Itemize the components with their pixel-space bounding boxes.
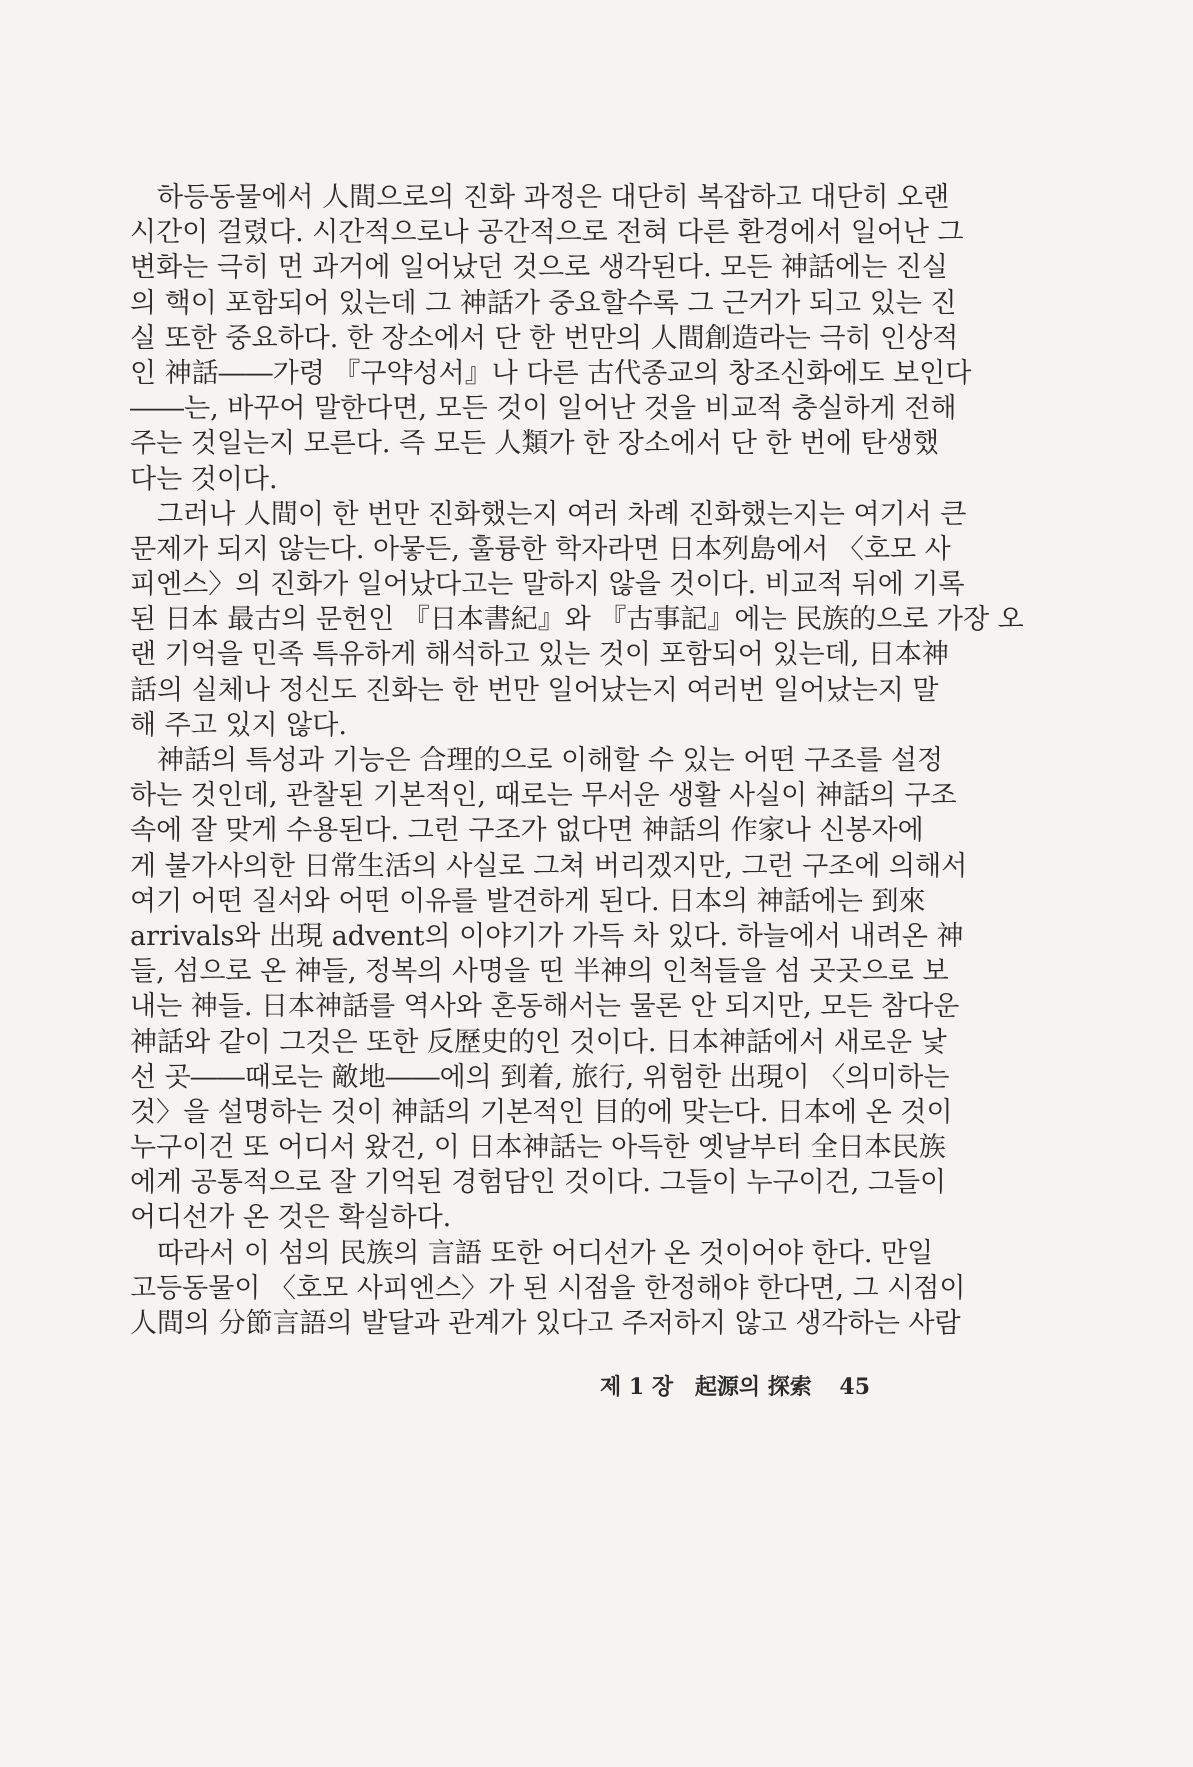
text-line: 人間의 分節言語의 발달과 관계가 있다고 주저하지 않고 생각하는 사람: [130, 1308, 961, 1339]
text-line: 인 神話――가령 『구약성서』나 다른 古代종교의 창조신화에도 보인다: [130, 357, 972, 389]
text-line: 하는 것인데, 관찰된 기본적인, 때로는 무서운 생활 사실이 神話의 구조: [130, 780, 957, 812]
page-number: 45: [839, 1374, 871, 1400]
chapter-title: 起源의 探索: [694, 1374, 812, 1400]
text-line: 것〉을 설명하는 것이 神話의 기본적인 目的에 맞는다. 日本에 온 것이: [130, 1096, 953, 1128]
text-line: 변화는 극히 먼 과거에 일어났던 것으로 생각된다. 모든 神話에는 진실: [130, 252, 948, 284]
text-line: 선 곳――때로는 敵地――에의 到着, 旅行, 위험한 出現이 〈의미하는: [130, 1061, 950, 1093]
text-line: arrivals와 出現 advent의 이야기가 가득 차 있다. 하늘에서 내려온 神: [130, 920, 964, 952]
text-line: 神話의 특성과 기능은 合理的으로 이해할 수 있는 어떤 구조를 설정: [157, 745, 944, 776]
text-line: 실 또한 중요하다. 한 장소에서 단 한 번만의 人間創造라는 극히 인상적: [130, 322, 959, 354]
text-line: 고등동물이 〈호모 사피엔스〉가 된 시점을 한정해야 한다면, 그 시점이: [130, 1272, 966, 1304]
text-line: 문제가 되지 않는다. 아뭏든, 훌륭한 학자라면 日本列島에서 〈호모 사: [130, 533, 951, 565]
chapter-label: 제 1 장: [600, 1374, 674, 1400]
text-line: 따라서 이 섬의 民族의 言語 또한 어디선가 온 것이어야 한다. 만일: [157, 1237, 934, 1269]
text-line: 해 주고 있지 않다.: [130, 709, 347, 741]
text-line: 神話와 같이 그것은 또한 反歷史的인 것이다. 日本神話에서 새로운 낯: [130, 1026, 947, 1058]
text-line: 주는 것일는지 모른다. 즉 모든 人類가 한 장소에서 단 한 번에 탄생했: [130, 428, 940, 460]
text-line: 게 불가사의한 日常生活의 사실로 그쳐 버리겠지만, 그런 구조에 의해서: [130, 850, 968, 882]
text-line: 하등동물에서 人間으로의 진화 과정은 대단히 복잡하고 대단히 오랜: [157, 182, 950, 213]
text-line: 랜 기억을 민족 특유하게 해석하고 있는 것이 포함되어 있는데, 日本神: [130, 639, 949, 671]
text-line: 다는 것이다.: [130, 463, 278, 495]
text-line: 누구이건 또 어디서 왔건, 이 日本神話는 아득한 옛날부터 全日本民族: [130, 1132, 946, 1164]
text-line: 들, 섬으로 온 神들, 정복의 사명을 띤 半神의 인척들을 섬 곳곳으로 보: [130, 956, 949, 988]
text-line: 그러나 人間이 한 번만 진화했는지 여러 차례 진화했는지는 여기서 큰: [157, 498, 967, 530]
text-line: 의 핵이 포함되어 있는데 그 神話가 중요할수록 그 근거가 되고 있는 진: [130, 287, 957, 319]
text-line: 시간이 걸렸다. 시간적으로나 공간적으로 전혀 다른 환경에서 일어난 그: [130, 217, 964, 249]
text-line: 어디선가 온 것은 확실하다.: [130, 1202, 452, 1234]
text-line: 피엔스〉의 진화가 일어났다고는 말하지 않을 것이다. 비교적 뒤에 기록: [130, 569, 965, 601]
text-line: 여기 어떤 질서와 어떤 이유를 발견하게 된다. 日本의 神話에는 到來: [130, 885, 926, 917]
text-line: ――는, 바꾸어 말한다면, 모든 것이 일어난 것을 비교적 충실하게 전해: [130, 393, 957, 425]
text-line: 내는 神들. 日本神話를 역사와 혼동해서는 물론 안 되지만, 모든 참다운: [130, 991, 960, 1023]
text-line: 話의 실체나 정신도 진화는 한 번만 일어났는지 여러번 일어났는지 말: [130, 674, 939, 706]
body-text: [130, 180, 1024, 1341]
text-line: 에게 공통적으로 잘 기억된 경험담인 것이다. 그들이 누구이건, 그들이: [130, 1167, 947, 1199]
text-line: 속에 잘 맞게 수용된다. 그런 구조가 없다면 神話의 作家나 신봉자에: [130, 815, 924, 847]
text-line: 된 日本 最古의 문헌인 『日本書紀』와 『古事記』에는 民族的으로 가장 오: [130, 604, 1024, 636]
page-footer: [600, 1370, 900, 1401]
